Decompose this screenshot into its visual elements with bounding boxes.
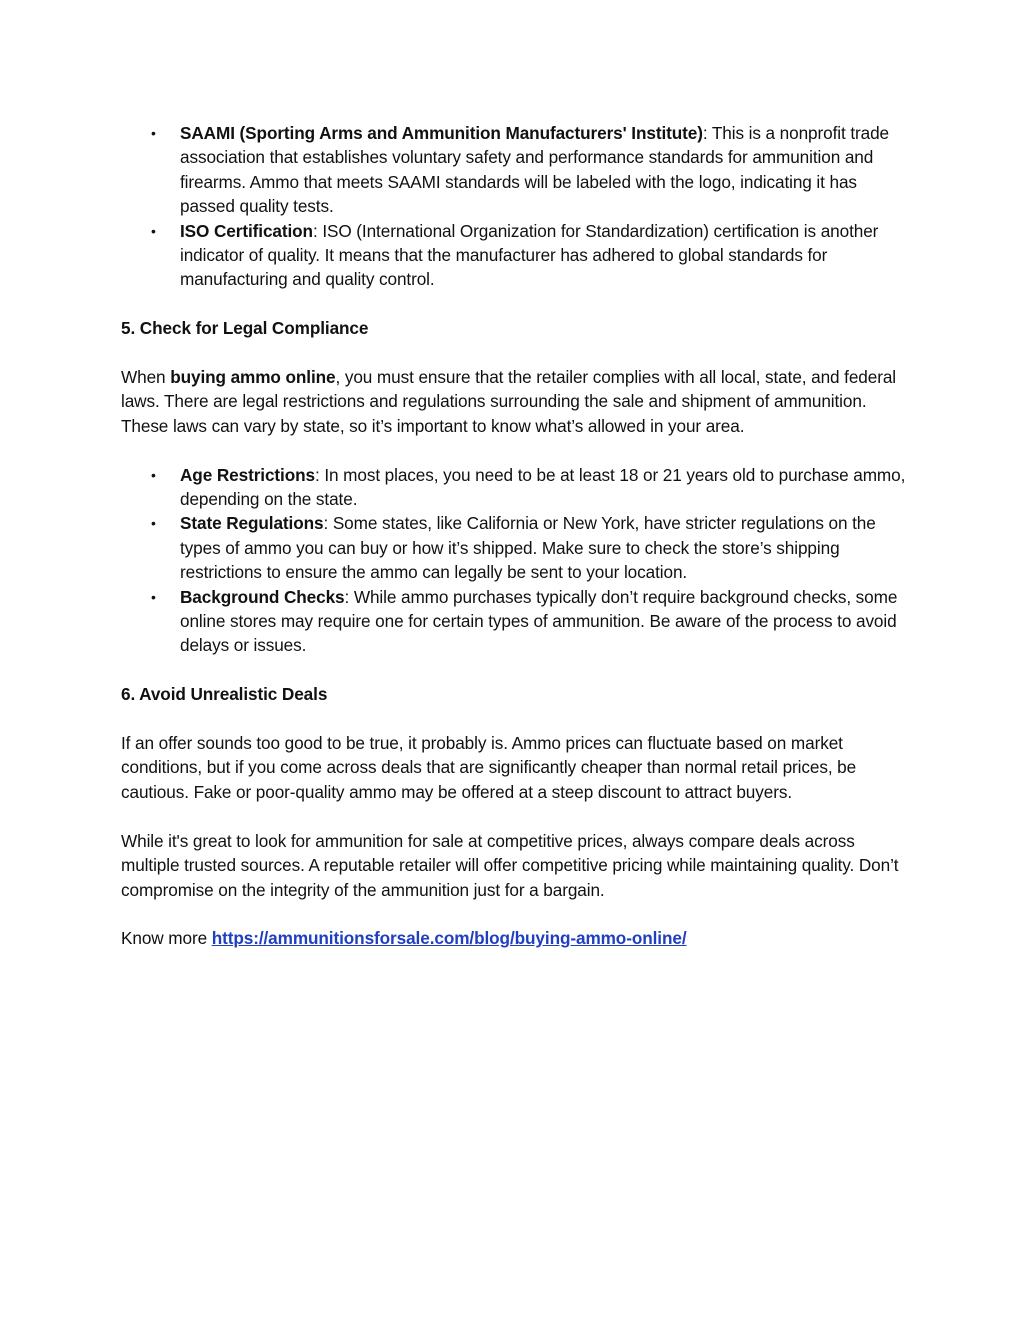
compare-deals-paragraph: While it's great to look for ammunition for sale at competitive prices, always compare deals across multiple trusted sources. A reputable retailer will offer competitive pricing while maintaining quality. Don’t compromise on the integrity of the ammunition just for a bargain. [121, 830, 899, 900]
list-item [121, 463, 911, 512]
list-item-text: : Some states, like California or New York, have stricter regulations on the types of ammo you can buy or how it’s shipped. Make sure to check the store’s shipping restrictions to ensure the ammo can legally be sent to your location. [180, 513, 876, 583]
list-item-term: Background Checks [180, 586, 345, 607]
document-page [121, 121, 911, 951]
bullet-icon: • [151, 515, 156, 532]
list-item-text: : In most places, you need to be at least 18 or 21 years old to purchase ammo, depending on the state. [180, 464, 906, 510]
list-item [121, 121, 911, 219]
know-more-label: Know more [121, 928, 212, 949]
bullet-icon: • [151, 466, 156, 483]
list-item-term: State Regulations [180, 513, 324, 534]
section-heading-legal-compliance: 5. Check for Legal Compliance [121, 318, 369, 339]
legal-requirements-list [121, 463, 911, 658]
list-item [121, 219, 911, 292]
bullet-icon: • [151, 222, 156, 239]
list-item-term: SAAMI (Sporting Arms and Ammunition Manufacturers' Institute) [180, 123, 703, 143]
list-item-text: : ISO (International Organization for Standardization) certification is another indicator of quality. It means that the manufacturer has adhered to global standards for manufacturing and quality control. [180, 220, 879, 290]
list-item [121, 585, 911, 658]
list-item-term: Age Restrictions [180, 464, 315, 485]
legal-compliance-paragraph [121, 365, 911, 438]
paragraph-text: , you must ensure that the retailer complies with all local, state, and federal laws. There are legal restrictions and regulations surrounding the sale and shipment of ammunition. These laws can vary by state, so it’s important to know what’s allowed in your area. [121, 367, 897, 436]
paragraph-bold-text: buying ammo online [170, 367, 336, 388]
bullet-icon: • [151, 125, 156, 141]
list-item-text: : This is a nonprofit trade association that establishes voluntary safety and performance standards for ammunition and firearms. Ammo that meets SAAMI standards will be labeled with the logo, indicating it has passed quality tests. [180, 123, 890, 217]
bullet-icon: • [151, 588, 156, 605]
know-more-line [121, 926, 911, 950]
list-item-text: : While ammo purchases typically don’t require background checks, some online stores may require one for certain types of ammunition. Be aware of the process to avoid delays or issues. [180, 586, 898, 656]
list-item [121, 511, 911, 584]
paragraph-text: When [121, 367, 171, 388]
list-item-term: ISO Certification [180, 220, 313, 241]
source-link[interactable]: https://ammunitionsforsale.com/blog/buying-ammo-online/ [211, 928, 687, 949]
unrealistic-deals-paragraph: If an offer sounds too good to be true, it probably is. Ammo prices can fluctuate based on market conditions, but if you come across deals that are significantly cheaper than normal retail prices, be cautious. Fake or poor-quality ammo may be offered at a steep discount to attract buyers. [121, 733, 857, 802]
section-heading-unrealistic-deals: 6. Avoid Unrealistic Deals [121, 684, 328, 705]
quality-standards-list [121, 121, 911, 292]
